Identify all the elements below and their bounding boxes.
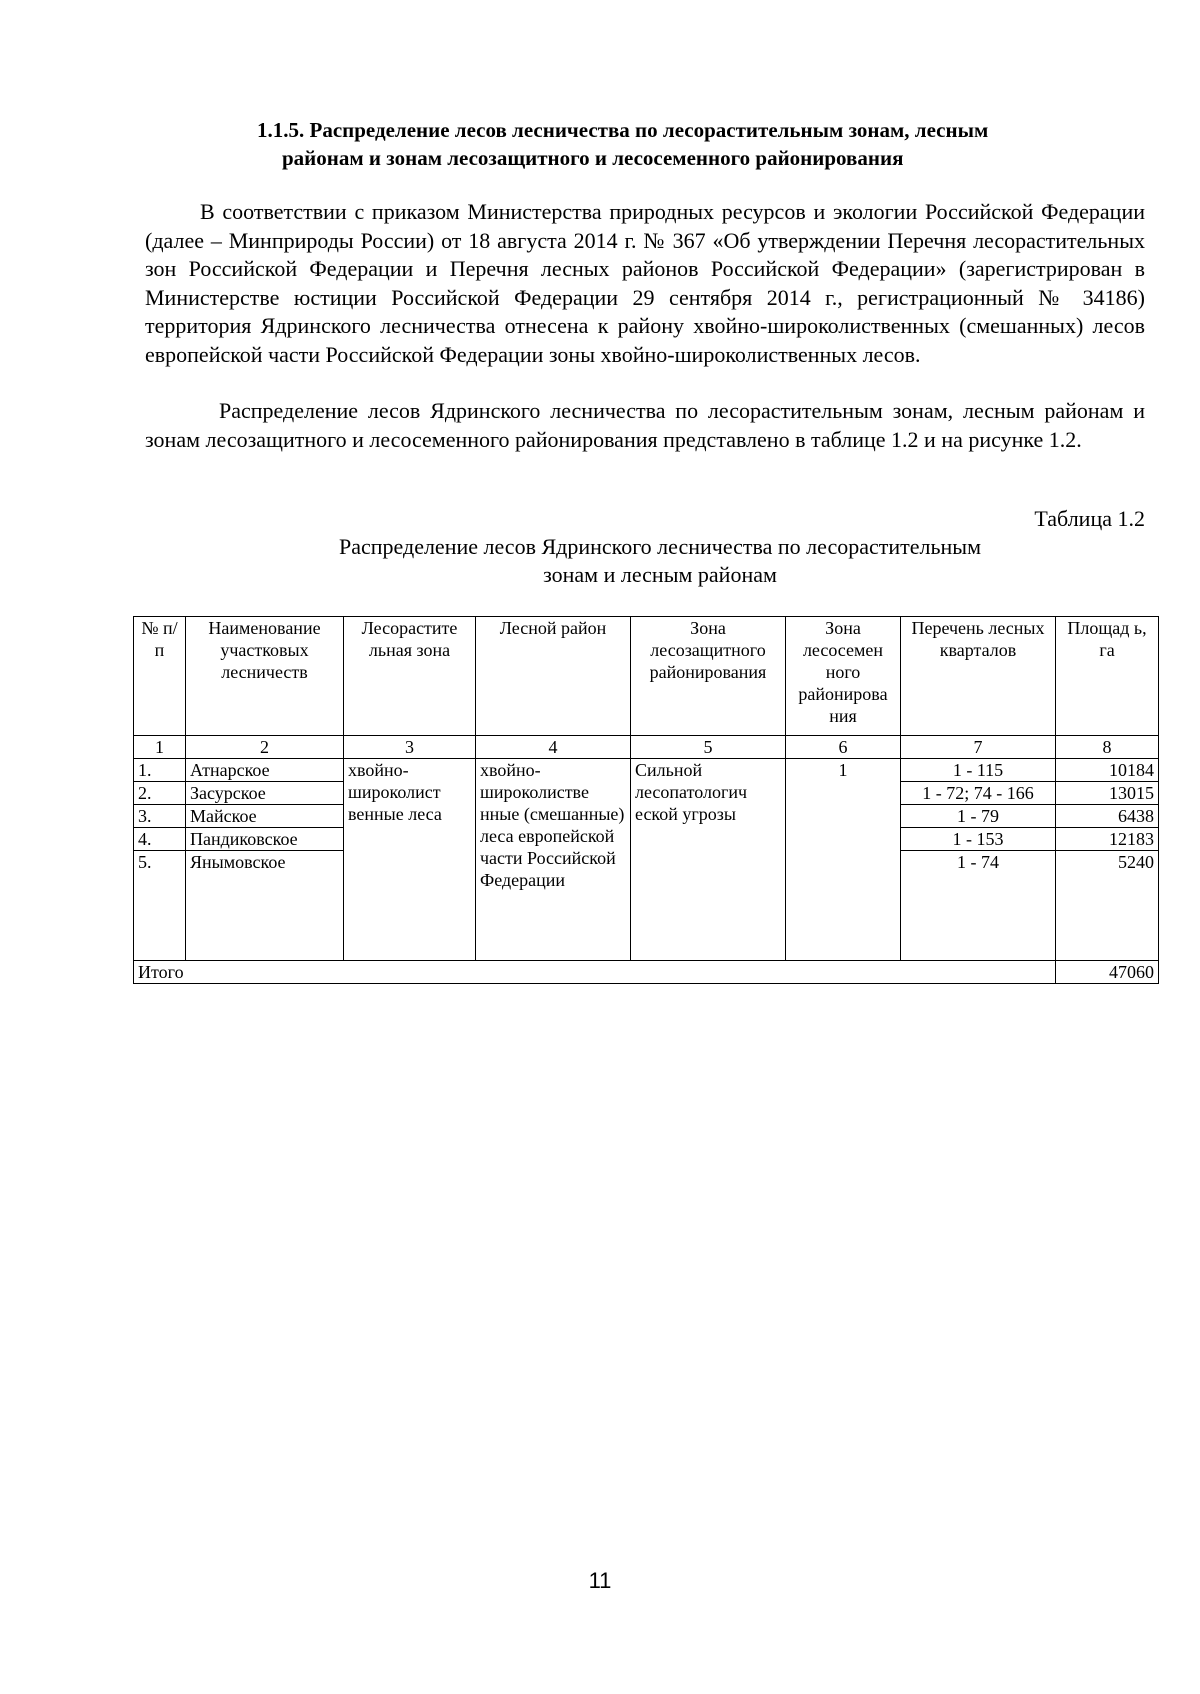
column-number: 1 bbox=[134, 736, 186, 759]
quarters-cell: 1 - 153 bbox=[901, 828, 1056, 851]
table-caption-line-1: Распределение лесов Ядринского лесничества по лесорастительным bbox=[338, 534, 982, 559]
page-number: 11 bbox=[588, 1568, 612, 1593]
section-heading-line-1: 1.1.5. Распределение лесов лесничества по лесорастительным зонам, лесным bbox=[257, 118, 989, 142]
area-cell: 6438 bbox=[1056, 805, 1159, 828]
section-heading-line-2: районам и зонам лесозащитного и лесосеменного районирования bbox=[282, 146, 904, 170]
paragraph-1: В соответствии с приказом Министерства природных ресурсов и экологии Российской Федерации (далее – Минприроды России) от 18 августа 2014 г. № 367 «Об утверждении Перечня лесорастительных зон Российской Федерации и Перечня лесных районов Российской Федерации» (зарегистрирован в Министерстве юстиции Российской Федерации 29 сентября 2014 г., регистрационный № 34186) территория Ядринского лесничества отнесена к району хвойно-широколиственных (смешанных) лесов европейской части Российской Федерации зоны хвойно-широколиственных лесов. bbox=[145, 199, 1145, 367]
area-cell: 10184 bbox=[1056, 759, 1159, 782]
row-number: 1. bbox=[134, 759, 186, 782]
table-row bbox=[134, 759, 1159, 782]
total-value: 47060 bbox=[1056, 961, 1159, 984]
total-label: Итого bbox=[134, 961, 1056, 984]
area-cell: 13015 bbox=[1056, 782, 1159, 805]
header-cell: Лесорастите льная зона bbox=[344, 617, 476, 736]
header-cell: Наименование участковых лесничеств bbox=[186, 617, 344, 736]
header-cell: Лесной район bbox=[476, 617, 631, 736]
column-number: 3 bbox=[344, 736, 476, 759]
forest-distribution-table bbox=[133, 616, 1159, 984]
column-number: 5 bbox=[631, 736, 786, 759]
header-cell: Зона лесосемен ного районирова ния bbox=[786, 617, 901, 736]
quarters-cell: 1 - 115 bbox=[901, 759, 1056, 782]
forestry-name: Засурское bbox=[186, 782, 344, 805]
column-number-row bbox=[134, 736, 1159, 759]
seed-zone-cell: 1 bbox=[786, 759, 901, 961]
total-row bbox=[134, 961, 1159, 984]
quarters-cell: 1 - 74 bbox=[901, 851, 1056, 961]
header-cell: Зона лесозащитного районирования bbox=[631, 617, 786, 736]
quarters-cell: 1 - 72; 74 - 166 bbox=[901, 782, 1056, 805]
area-cell: 12183 bbox=[1056, 828, 1159, 851]
column-number: 6 bbox=[786, 736, 901, 759]
column-number: 7 bbox=[901, 736, 1056, 759]
row-number: 5. bbox=[134, 851, 186, 961]
column-number: 2 bbox=[186, 736, 344, 759]
column-number: 8 bbox=[1056, 736, 1159, 759]
row-number: 4. bbox=[134, 828, 186, 851]
row-number: 2. bbox=[134, 782, 186, 805]
forestry-name: Майское bbox=[186, 805, 344, 828]
header-cell: Площад ь, га bbox=[1056, 617, 1159, 736]
paragraph-2: Распределение лесов Ядринского лесничества по лесорастительным зонам, лесным районам и зонам лесозащитного и лесосеменного районирования представлено в таблице 1.2 и на рисунке 1.2. bbox=[145, 398, 1145, 452]
column-number: 4 bbox=[476, 736, 631, 759]
protection-zone-cell: Сильной лесопатологич еской угрозы bbox=[631, 759, 786, 961]
forest-zone-cell: хвойно-широколист венные леса bbox=[344, 759, 476, 961]
forest-district-cell: хвойно-широколистве нные (смешанные) леса европейской части Российской Федерации bbox=[476, 759, 631, 961]
table-caption bbox=[310, 533, 1010, 589]
forestry-name: Атнарское bbox=[186, 759, 344, 782]
header-cell: Перечень лесных кварталов bbox=[901, 617, 1056, 736]
header-cell: № п/п bbox=[134, 617, 186, 736]
table-label: Таблица 1.2 bbox=[1034, 506, 1145, 531]
forestry-name: Пандиковское bbox=[186, 828, 344, 851]
table-header-row bbox=[134, 617, 1159, 736]
table-caption-line-2: зонам и лесным районам bbox=[543, 562, 777, 587]
row-number: 3. bbox=[134, 805, 186, 828]
quarters-cell: 1 - 79 bbox=[901, 805, 1056, 828]
forestry-name: Янымовское bbox=[186, 851, 344, 961]
area-cell: 5240 bbox=[1056, 851, 1159, 961]
section-heading bbox=[145, 116, 1145, 172]
